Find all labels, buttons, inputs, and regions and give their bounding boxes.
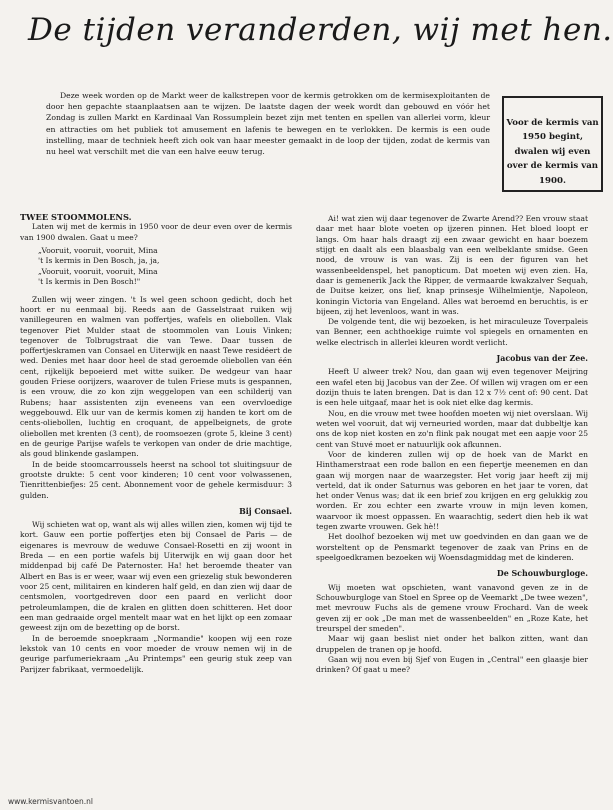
poem [20, 246, 292, 288]
paragraph: Wij schieten wat op, want als wij alles willen zien, komen wij tijd te kort. Gauw een portie poffertjes eten bij Consael de Paris — de eigenares is mevrouw de weduwe Consael-Rosetti en zij woont in Breda — en een portie wafels bij Uiterwijk en wij gaan door het middenpad bij café De Paternoster. Ha! het beroemde theater van Albert en Bas is er weer, waar wij even een griezelig stuk bewonderen voor 25 cent, militairen en kinderen half geld, en dan zien wij daar de centsmolen, voortgedreven door een paard en verlicht door petroleumlampen, die de kralen en glitten doen schitteren. Het door een man gedraaide orgel mentelt maar wat en het lijkt op een zomaar geweest zijn om de bezetting op de borst. [20, 520, 292, 633]
paragraph: Nou, en die vrouw met twee hoofden moeten wij niet overslaan. Wij weten wel vooruit, dat wij verneuried worden, maar dat dubbeltje kan ons de kop niet kosten en zo'n flink pak nougat met een aapje voor 25 cent van Stuvé moet er natuurlijk ook afkunnen. [316, 408, 588, 449]
poem-line: „Vooruit, vooruit, vooruit, Mina [38, 245, 158, 255]
sidebar-box: Voor de kermis van 1950 begint, dwalen wij even over de kermis van 1900. [502, 96, 603, 192]
subheading: Jacobus van der Zee. [496, 354, 588, 364]
website-watermark: www.kermisvantoen.nl [8, 797, 93, 806]
paragraph: Maar wij gaan beslist niet onder het balkon zitten, want dan druppelen de tranen op je hoofd. [316, 634, 588, 654]
paragraph: Gaan wij nou even bij Sjef von Eugen in „Central" een glaasje bier drinken? Of gaat u mee? [316, 654, 588, 675]
paragraph: Heeft U alweer trek? Nou, dan gaan wij even tegenover Meijring een wafel eten bij Jacobus van der Zee. Of willen wij vragen om er een dozijn thuis te laten brengen. Dat is dan 12 x 7½ cent of: 90 cent. Dat is een hele uitgaaf, maar het is ook niet elke dag kermis. [316, 367, 588, 408]
page-title: De tijden veranderden, wij met hen. [28, 12, 613, 48]
paragraph: Laten wij met de kermis in 1950 voor de deur even over de kermis van 1900 dwalen. Gaat u mee? [20, 222, 292, 242]
paragraph: De volgende tent, die wij bezoeken, is het miraculeuze Toverpaleis van Benner, een achthoekige ruimte vol spiegels en ornamenten en welke electrisch in allerlei kleuren wordt verlicht. [316, 317, 588, 347]
paragraph: Wij moeten wat opschieten, want vanavond geven ze in de Schouwburgloge van Stoel en Spree op de Veemarkt „De twee wezen", met mevrouw Fuchs als de gemene vrouw Frochard. Van de week geven zij er ook „De man met de wassenbeelden" en „Roze Kate, het treurspel der smeden". [316, 582, 588, 633]
paragraph: In de beide stoomcarroussels heerst na school tot sluitingsuur de grootste drukte: 5 cent voor kinderen; 10 cent voor volwassenen, Tienrittenbiefjes: 25 cent. Abonnement voor de gehele kermisduur: 3 gulden. [20, 459, 292, 500]
paragraph: Het doolhof bezoeken wij met uw goedvinden en dan gaan we de worsteltent op de Pensmarkt tegenover de zaak van Prins en de speelgoedkramen bezoeken wij Woensdagmiddag met de kinderen. [316, 532, 588, 562]
subheading: Bij Consael. [239, 506, 292, 516]
left-column [20, 212, 292, 675]
poem-line: „Vooruit, vooruit, vooruit, Mina [38, 266, 158, 276]
right-column [316, 214, 588, 675]
paragraph: Ai! wat zien wij daar tegenover de Zwarte Arend?? Een vrouw staat daar met haar blote voeten op ijzeren pinnen. Het bloed loopt er langs. Om haar hals draagt zij een zwaar gewicht en haar boezem stijgt en daalt als een blaasbalg van een welbeklante smidse. Geen nood, de vrouw is van was. Zij is een der figuren van het wassenbeeldenspel, het panopticum. Dat moeten wij even zien. Ha, daar is gemenerik Jack the Ripper, de vermaarde kwakzalver Sequah, de Duitse keizer, ons lief, knap prinsesje Wilhelmientje, Napoleon, koningin Victoria van Engeland. Alles wat beroemd en beruchtis, is er bijeen, zij het levenloos, want in was. [316, 214, 588, 316]
section-heading: TWEE STOOMMOLENS. [20, 212, 132, 222]
poem-line: 't Is kermis in Den Bosch!" [38, 277, 141, 287]
subheading: De Schouwburgloge. [496, 569, 588, 579]
paragraph: In de beroemde snoepkraam „Normandie" koopen wij een roze lekstok van 10 cents en voor moeder de vrouw nemen wij in de geurige parfumeriekraam „Au Printemps" een geurig stuk zeep van Parijzer fabrikaat, vermoedelijk. [20, 633, 292, 674]
paragraph: Voor de kinderen zullen wij op de hoek van de Markt en Hinthamerstraat een rode ballon en een fiepertje meenemen en dan gaan wij morgen naar de waarzegster. Het vorig jaar heeft zij mij verteld, dat ik onder Saturnus was geboren en het jaar te voren, dat het onder Venus was; dat ik een brief zou krijgen en erg gelukkig zou worden. Er zou echter een zwarte vrouw in mijn leven komen, waarvoor ik moest oppassen. En waarachtig, sedert dien heb ik wat tegen zwarte vrouwen. Gek hè!! [316, 449, 588, 532]
poem-line: 't Is kermis in Den Bosch, ja, ja, [38, 256, 160, 266]
paragraph: Zullen wij weer zingen. 't Is wel geen schoon gedicht, doch het hoort er nu eenmaal bij. Reeds aan de Gasselstraat ruiken wij vanillegeuren en walmen van poffertjes, wafels en oliebollen. Vlak tegenover Piet Mulder staat de stoommolen van Louis Vinken; tegenover de Tolbrugstraat die van Tewe. Daar tussen de poffertjeskramen van Consael en Uiterwijk en naast Tewe residéert de wed. Denies met haar door heel de stad geroemde oliebollen van één cent, rijkelijk bepoeierd met witte suiker. De wedgeur van haar gouden Friese oorijzers, waarover de tulen Friese muts is gespannen, is een vrouw, die zo kon zijn weggelopen van een schilderij van Rubens; haar assistenten zijn eveneens van een overvloedige weggebouwd. Elk uur van de kermis komen zij handen te kort om de cents-oliebollen, luchtig en croquant, de appelbeignets, de grote oliebollen met krenten (3 cent), de roomsoezen (grote 5, kleine 3 cent) en de geurige Parijse wafels te verkopen van onder de drie machtige, als goud blinkende gaslampen. [20, 294, 292, 459]
intro-paragraph: Deze week worden op de Markt weer de kalkstrepen voor de kermis getrokken om de kermisexploitanten de door hen gepachte staanplaatsen aan te wijzen. De laatste dagen der week wordt dan gebouwd en vóór het Zondag is zullen Markt en Kardinaal Van Rossumplein bezet zijn met tenten en spellen van allerlei vorm, kleur en attracties om het publiek tot amusement en lafenis te bewegen en te verlokken. De kermis is een oude instelling, maar de techniek heeft zich ook van haar meester gemaakt in de loop der tijden, zodat de kermis van nu heel wat verschilt met die van een halve eeuw terug. [46, 91, 490, 157]
